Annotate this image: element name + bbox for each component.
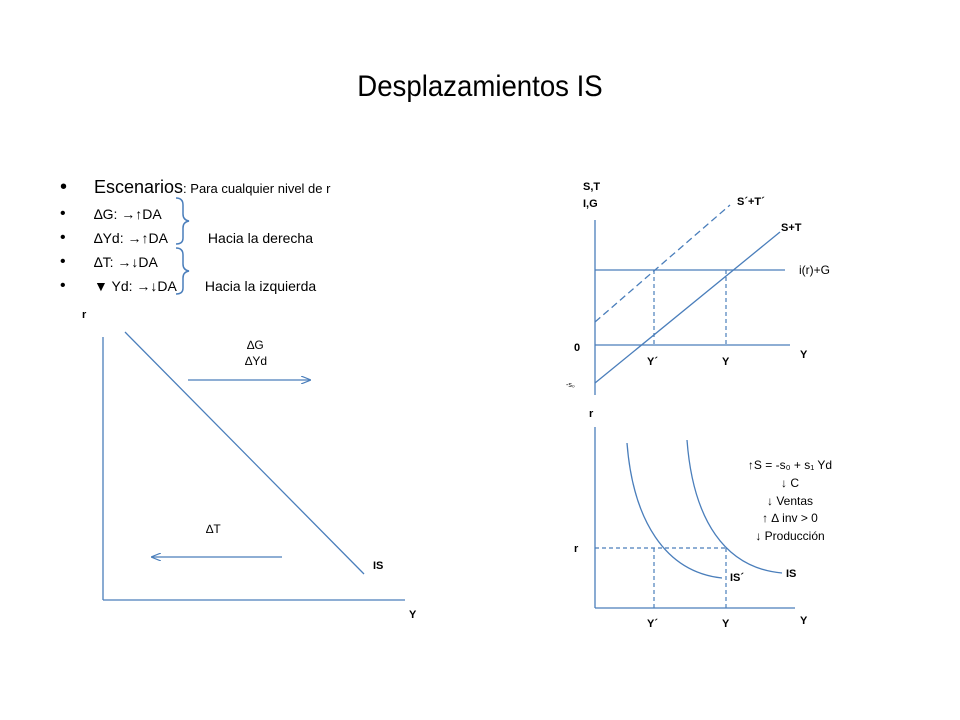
is-curve <box>125 332 364 574</box>
is-prime-curve <box>627 443 722 578</box>
scenarios-subheading: : Para cualquier nivel de r <box>183 181 331 196</box>
scenario-dg: ∆G: →↑DA <box>94 206 162 222</box>
br-x-axis-label: Y <box>800 615 808 627</box>
delta-g-label: ∆G <box>247 338 264 352</box>
st-axis-label: S,T <box>583 181 601 193</box>
savings-investment-graph <box>566 181 830 395</box>
neg-s0-label: -s₀ <box>566 382 575 389</box>
s-t-label: S+T <box>781 222 802 234</box>
right-shift-label: Hacia la derecha <box>207 230 313 246</box>
scenario-dyd: ∆Yd: →↑DA <box>94 230 168 246</box>
delta-yd-label: ∆Yd <box>245 354 268 368</box>
delta-t-label: ∆T <box>206 522 221 536</box>
tr-y-label: Y <box>722 356 730 368</box>
left-is-graph <box>82 309 417 621</box>
br-y-prime-label: Y´ <box>647 618 658 630</box>
ig-axis-label: I,G <box>583 198 598 210</box>
tr-x-axis-label: Y <box>800 349 808 361</box>
br-y-label: Y <box>722 618 730 630</box>
left-y-axis-label: r <box>82 309 87 321</box>
scenario-dt: ∆T: →↓DA <box>94 254 158 270</box>
chain-savings: ↑S = -s₀ + s₁ Yd <box>747 458 833 472</box>
s-plus-t-line <box>595 232 780 383</box>
br-is-prime-label: IS´ <box>730 572 745 584</box>
s-prime-t-prime-label: S´+T´ <box>737 196 765 208</box>
slide-title: Desplazamientos IS <box>357 70 603 103</box>
chain-sales: ↓ Ventas <box>766 494 814 508</box>
is-derivation-graph <box>574 408 832 630</box>
scenarios-heading: Escenarios <box>94 177 184 197</box>
scenario-yd-down: ▼ Yd: →↓DA <box>94 278 177 294</box>
origin-label: 0 <box>574 342 581 354</box>
br-y-axis-label: r <box>589 408 594 420</box>
chain-inventory: ↑ ∆ inv > 0 <box>762 511 818 525</box>
bracket-right <box>176 198 189 244</box>
s-prime-plus-t-prime-line <box>595 205 730 322</box>
i-g-label: i(r)+G <box>799 263 830 277</box>
left-x-axis-label: Y <box>409 609 417 621</box>
chain-consumption: ↓ C <box>781 476 799 490</box>
br-is-label: IS <box>786 568 797 580</box>
chain-production: ↓ Producción <box>755 529 825 543</box>
r-level-label: r <box>574 543 579 555</box>
bracket-left <box>176 248 189 294</box>
is-label: IS <box>373 560 384 572</box>
left-shift-label: Hacia la izquierda <box>204 278 317 294</box>
tr-y-prime-label: Y´ <box>647 356 658 368</box>
